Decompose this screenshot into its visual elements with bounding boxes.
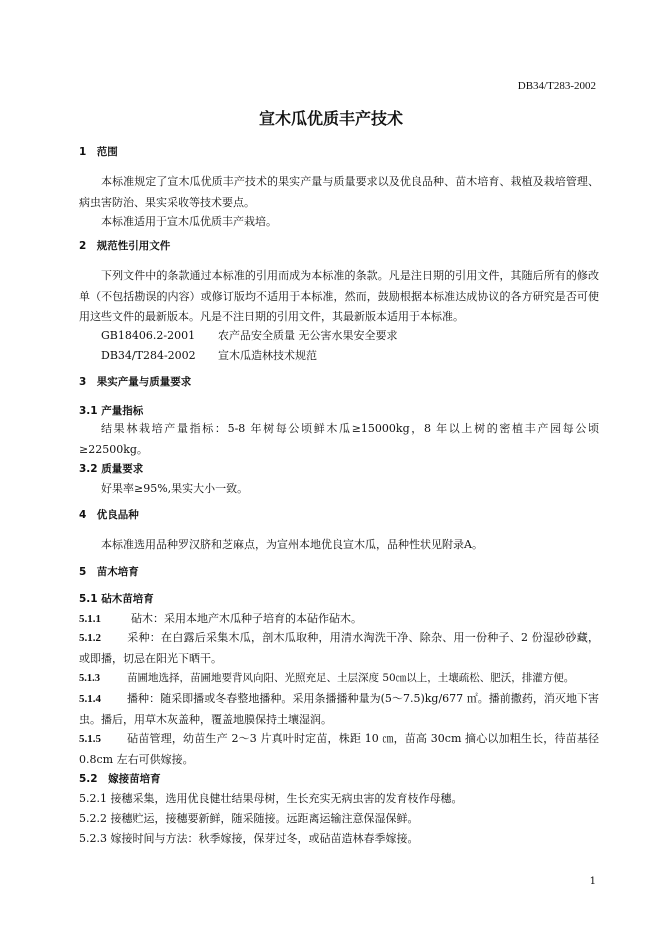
reference-row — [101, 326, 398, 346]
document-title: 宣木瓜优质丰产技术 — [258, 109, 403, 128]
section-1-scope-note: 本标准适用于宣木瓜优质丰产栽培。 — [101, 215, 277, 228]
clause-5-2-2: 5.2.2 接穗贮运，接穗要新鲜，随采随接。远距离运输注意保湿保鲜。 — [79, 812, 419, 825]
clause-number: 5.1.3 — [79, 673, 100, 684]
clause-text: 采种：在白露后采集木瓜，剖木瓜取种，用清水淘洗干净、除杂、用一份种子、2 份湿砂砂藏，或即播，切忌在阳光下晒干。 — [79, 631, 599, 665]
section-2-heading: 2 规范性引用文件 — [79, 240, 171, 252]
section-5-heading: 5 苗木培育 — [79, 566, 139, 578]
section-3-heading: 3 果实产量与质量要求 — [79, 376, 192, 388]
reference-code: DB34/T284-2002 — [101, 349, 196, 362]
clause-5-1-1 — [79, 609, 599, 630]
reference-code: GB18406.2-2001 — [101, 329, 196, 342]
section-3-2-heading: 3.2 质量要求 — [79, 463, 144, 475]
section-5-2-heading: 5.2 嫁接苗培育 — [79, 773, 161, 785]
section-3-1-heading: 3.1 产量指标 — [79, 405, 144, 417]
clause-number: 5.1.4 — [79, 693, 101, 705]
reference-title: 宣木瓜造林技术规范 — [218, 349, 317, 362]
section-5-1-heading: 5.1 砧木苗培育 — [79, 593, 154, 605]
section-1-paragraph: 本标准规定了宣木瓜优质丰产技术的果实产量与质量要求以及优良品种、苗木培育、栽植及栽培管理、病虫害防治、果实采收等技术要点。 — [79, 175, 599, 209]
clause-text: 播种：随采即播或冬春整地播种。采用条播播种量为(5～7.5)kg/677 ㎡。播前撒药，消灭地下害虫。播后，用草木灰盖种，覆盖地膜保持土壤湿润。 — [79, 692, 599, 726]
reference-row — [101, 346, 317, 366]
section-3-2-text: 好果率≥95%,果实大小一致。 — [101, 482, 249, 495]
clause-5-1-2 — [79, 628, 599, 669]
page-number: 1 — [589, 876, 596, 887]
clause-5-1-5 — [79, 729, 599, 770]
clause-5-1-3 — [79, 668, 599, 690]
clause-number: 5.1.5 — [79, 733, 101, 745]
clause-number: 5.1.1 — [79, 613, 101, 625]
section-4-text: 本标准选用品种罗汉脐和芝麻点，为宣州本地优良宣木瓜，品种性状见附录A。 — [101, 538, 483, 551]
clause-number: 5.1.2 — [79, 632, 101, 644]
clause-text: 砧苗管理，幼苗生产 2～3 片真叶时定苗，株距 10 ㎝，苗高 30cm 摘心以加粗生长，待苗基径 0.8cm 左右可供嫁接。 — [79, 732, 599, 766]
section-4-heading: 4 优良品种 — [79, 509, 139, 521]
clause-text: 砧木：采用本地产木瓜种子培育的本砧作砧木。 — [131, 612, 362, 625]
section-1-heading: 1 范围 — [79, 146, 118, 158]
clause-5-2-1: 5.2.1 接穗采集，选用优良健壮结果母树，生长充实无病虫害的发育枝作母穗。 — [79, 792, 463, 805]
clause-5-2-3: 5.2.3 嫁接时间与方法：秋季嫁接，保芽过冬，或砧苗造林春季嫁接。 — [79, 832, 419, 845]
section-3-1-text: 结果林栽培产量指标：5-8 年树每公顷鲜木瓜≥15000kg，8 年以上树的密植丰产园每公顷≥22500kg。 — [79, 422, 599, 456]
standard-code: DB34/T283-2002 — [517, 80, 596, 92]
reference-title: 农产品安全质量 无公害水果安全要求 — [218, 329, 398, 342]
clause-5-1-4 — [79, 689, 599, 730]
clause-text: 苗圃地选择，苗圃地要背风向阳、光照充足、土层深度 50㎝以上，土壤疏松、肥沃，排灌方便。 — [127, 672, 575, 684]
section-2-paragraph: 下列文件中的条款通过本标准的引用而成为本标准的条款。凡是注日期的引用文件，其随后所有的修改单（不包括勘误的内容）或修订版均不适用于本标准，然而，鼓励根据本标准达成协议的各方研究是否可使用这些文件的最新版本。凡是不注日期的引用文件，其最新版本适用于本标准。 — [79, 269, 599, 323]
